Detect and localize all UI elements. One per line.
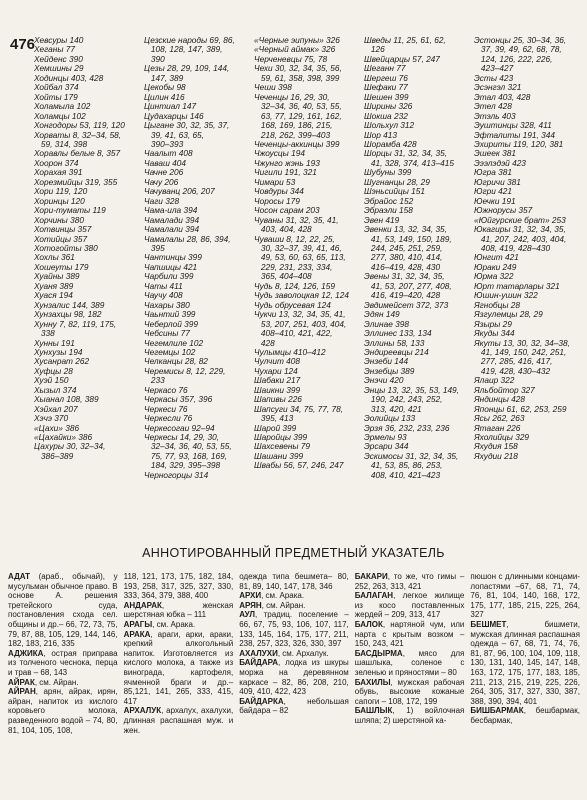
entry-text: , небольшая байдара – 82: [239, 696, 349, 716]
subject-column-3: [239, 572, 349, 798]
entry-headword: БАЙДАРКА: [239, 696, 284, 706]
entry-headword: БАХИЛЫ: [354, 677, 391, 687]
subject-entry: [8, 687, 118, 735]
entry-text: , лодка из шкуры моржа на деревянном каркасе – 82, 86, 208, 210, 409, 410, 422, 423: [239, 658, 349, 697]
subject-entry: [355, 649, 465, 678]
subject-entry: [355, 706, 465, 725]
entry-headword: АРАГЫ: [123, 619, 153, 629]
subject-index: [8, 572, 580, 798]
entry-headword: БЕШМЕТ: [470, 619, 507, 629]
entry-text: , архалух, ахалухи, длинная распашная муж. и жен.: [123, 706, 234, 735]
subject-entry: [124, 572, 234, 601]
entry-text: , 1) войлочная шляпа; 2) шерстяной ка-: [354, 706, 465, 725]
subject-column-1: [8, 572, 118, 798]
ethnonym-column-2: Цезские народы 69, 86, 108, 128, 147, 389, 390 Цезы 28, 29, 109, 144, 147, 389 Цекобы 98 Цилин 416 Цинтиал 147 Цудахарцы 146 Цыгане 30, 32, 35, 37, 39, 41, 63, 65, 390–393 Чаалыт 408 Чаваш 404 Чачне 206 Чачу 206 Чачуванц 206, 207 Чаги 328 Чама-ила 394 Чамалади 394 Чамалали 394 Чамалалы 28, 86, 394, 395 Чантинцы 399 Чапшицы 421 Чарбили 399 Чаты 411 Чаучу 408 Чахары 380 Чаьнтий 399 Чеберлой 399 Чебсины 77 Чегемлиле 102 Чегемцы 102 Челканцы 28, 82 Черемисы 8, 12, 229, 233 Черкасо 76 Черкасы 357, 396 Черкеси 76 Черкесли 76 Черкесогаи 92–94 Черкесы 14, 29, 30, 32–34, 36, 40, 53, 55, 75, 77, 93, 168, 169, 184, 329, 395–398 Черногорцы 314: [144, 35, 235, 480]
subject-entry: [470, 706, 580, 725]
entry-text: , см. Арака.: [152, 619, 196, 629]
subject-column-4: [355, 572, 465, 798]
entry-text: , бешбармак, бесбармак,: [470, 706, 580, 725]
subject-entry: [124, 706, 234, 735]
entry-text: пюшон с длинными концами-лопастями –67, 68, 71, 74, 76, 81, 104, 140, 168, 172, 175, 177, 185, 215, 225, 264, 327: [470, 572, 580, 620]
entry-text: , традиц. поселение – 66, 67, 75, 93, 106, 107, 117, 133, 145, 164, 175, 177, 211, 238, 257, 323, 326, 330, 397: [239, 610, 349, 649]
entry-headword: АЙРАН: [8, 687, 36, 697]
entry-headword: БАЙДАРА: [239, 658, 279, 668]
entry-headword: АРХИ: [239, 591, 262, 601]
entry-text: , см. Арака.: [261, 591, 305, 601]
entry-headword: БАШЛЫК: [354, 706, 393, 716]
subject-entry: [239, 572, 349, 591]
entry-text: , женская шерстяная юбка – 111: [123, 600, 234, 620]
entry-text: одежда типа бешмета– 80, 81, 89, 140, 147, 178, 346: [239, 572, 349, 591]
entry-headword: АНДАРАК: [123, 600, 162, 610]
entry-text: , мужская рабочая обувь, высокие кожаные сапоги – 108, 172, 199: [354, 677, 465, 706]
entry-text: , см. Архалук.: [277, 648, 329, 658]
subject-entry: [8, 649, 118, 678]
subject-column-2: [124, 572, 234, 798]
entry-headword: БИШБАРМАК: [470, 706, 524, 716]
subject-entry: [355, 678, 465, 707]
subject-entry: [470, 620, 580, 706]
subject-entry: [239, 601, 349, 611]
entry-text: 118, 121, 173, 175, 182, 184, 193, 258, 317, 325, 327, 330, 333, 364, 379, 388, 400: [123, 572, 234, 601]
ethnonym-column-1: Хевсуры 140 Хеганы 77 Хейденс 390 Хемшины 29 Ходинцы 403, 428 Хойбал 374 Хойты 179 Холамыла 102 Холамцы 102 Хонгодоры 53, 119, 120 Хорваты 8, 32–34, 58, 59, 314, 398 Хоравлы белые 8, 357 Хоорон 374 Хорахая 391 Хорезмийцы 319, 355 Хори 119, 120 Хоринцы 120 Хори-туматы 119 Хорчины 380 Хотвинцы 357 Хотийцы 357 Хотогойты 380 Хохлы 361 Хошеуты 179 Хуайны 389 Хуаня 389 Хуася 194 Хунзалис 144, 389 Хунзахцы 98, 182 Хунну 7, 82, 119, 175, 338 Хунны 191 Хунхузы 194 Хусанрат 262 Хуфцы 28 Хуэй 150 Хызыл 374 Хыанал 108, 389 Хэйхал 207 Хэчэ 370 «Цахи» 386 «Цахайки» 386 Цахуры 30, 32–34, 386–389: [34, 35, 125, 461]
subject-entry: [355, 591, 465, 620]
entry-text: , легкое жилище из косо поставленных жердей – 209, 313, 417: [354, 591, 465, 620]
ethnonym-column-3: «Черные эипуны» 326 «Черный аймак» 326 Черченевцы 75, 78 Чехи 30, 32, 34, 35, 56, 59, 61, 358, 398, 399 Чеши 398 Чеченцы 16, 29, 30, 32–34, 36, 40, 53, 55, 63, 77, 129, 161, 162, 168, 169, 186, 215, 218, 262, 399–403 Чеченцы-аккинцы 399 Чжоусцы 194 Чжунго жэнь 193 Чигили 191, 321 Чимари 53 Човдуры 344 Чоросы 179 Чосон сарам 203 Чуваны 31, 32, 35, 41, 403, 404, 428 Чуваши 8, 12, 22, 25, 30, 32–37, 39, 41, 46, 49, 53, 60, 63, 65, 113, 229, 231, 233, 334, 365, 404–408 Чудь 8, 124, 126, 159 Чудь заволоцкая 12, 124 Чудь обрусевая 124 Чукчи 13, 32, 34, 35, 41, 53, 207, 251, 403, 404, 408–410, 421, 422, 428 Чулымцы 410–412 Чулчит 408 Чухари 124 Шабаки 217 Шаикни 399 Шапивы 226 Шапсуги 34, 75, 77, 78, 395, 413 Шарой 399 Шаройцы 399 Шахсевены 79 Шашани 399 Швабы 56, 57, 246, 247: [254, 35, 349, 471]
entry-text: , см. Айран.: [261, 600, 306, 610]
subject-entry: [8, 572, 118, 649]
entry-headword: АДАТ: [8, 572, 31, 581]
subject-entry: [239, 591, 349, 601]
subject-entry: [239, 610, 349, 648]
entry-headword: БАЛОК: [354, 619, 383, 629]
entry-text: , бишмети, мужская длинная распашная одежда – 67, 68, 71, 74, 76, 81, 87, 96, 100, 104, 109, 118, 130, 131, 140, 145, 147, 148, 163, 172, 175, 177, 183, 185, 211, 213, 215, 219, 225, 226, 264, 305, 317, 327, 330, 387, 388, 390, 394, 401: [470, 619, 580, 706]
entry-text: , нартяной чум, или нарта с крытым возком – 150, 243, 421: [354, 619, 465, 649]
entry-headword: АРХАЛУК: [123, 706, 162, 716]
subject-entry: [239, 697, 349, 716]
subject-entry: [8, 678, 118, 688]
entry-headword: АХАЛУХИ: [239, 648, 278, 658]
subject-entry: [355, 620, 465, 649]
subject-column-5: [470, 572, 580, 798]
page-number: 476: [10, 36, 36, 53]
subject-entry: [239, 649, 349, 659]
entry-headword: АДЖИКА: [8, 648, 44, 658]
entry-text: , острая приправа из толченого чеснока, перца и трав – 68, 143: [8, 648, 118, 677]
subject-entry: [124, 630, 234, 707]
entry-headword: АУЛ: [239, 610, 255, 620]
entry-headword: АРАКА: [123, 629, 151, 639]
entry-headword: БАКАРИ: [354, 572, 388, 581]
entry-text: (араб., обычай), у мусульман обычное право. В основе А. решения третейского суда, постановления схода сел. общины и др.– 66, 72, 73, 75, 79, 87, 88, 105, 129, 144, 146, 182, 183, 216, 335: [8, 572, 118, 649]
entry-headword: БАСДЫРМА: [354, 648, 403, 658]
entry-text: , см. Айран.: [34, 677, 79, 687]
subject-entry: [355, 572, 465, 591]
entry-text: , арян, айрак, ирян, айран, напиток из кислого коровьего молока, разведенного водой – 74, 80, 81, 104, 105, 108,: [8, 687, 118, 735]
entry-headword: АЙРАК: [8, 677, 35, 687]
subject-entry: [470, 572, 580, 620]
entry-text: , мясо для шашлыка, соленое с зеленью и пряностями – 80: [354, 648, 465, 677]
subject-entry: [124, 601, 234, 620]
section-title: АННОТИРОВАННЫЙ ПРЕДМЕТНЫЙ УКАЗАТЕЛЬ: [142, 546, 445, 560]
entry-headword: БАЛАГАН: [354, 591, 394, 601]
subject-entry: [124, 620, 234, 630]
entry-headword: АРЯН: [239, 600, 262, 610]
ethnonym-index: [34, 36, 580, 506]
ethnonym-column-4: Шведы 11, 25, 61, 62, 126 Швейцарцы 57, 247 Шеганн 77 Шергеш 76 Шефаки 77 Шешен 399 Ширины 326 Шокша 232 Шольхул 312 Шор 413 Шорамба 428 Шорцы 31, 32, 34, 35, 41, 328, 374, 413–415 Шубуны 399 Шугнанцы 28, 29 Шэньсийцы 151 Эбрайос 152 Эбраэли 158 Эвен 419 Эвенки 13, 32, 34, 35, 41, 53, 149, 150, 189, 244, 245, 251, 259, 277, 380, 410, 414, 416–419, 428, 430 Эвены 31, 32, 34, 35, 41, 53, 207, 277, 408, 416, 419–420, 428 Эвдимейсет 372, 373 Эдян 149 Элинае 398 Эллинес 133, 134 Эллины 58, 133 Эндиреевцы 214 Энзеби 144 Энзебцы 389 Энэчи 420 Энцы 13, 32, 35, 53, 149, 190, 242, 243, 252, 313, 420, 421 Эолийцы 133 Эрзя 36, 232, 233, 236 Эрмелы 93 Эрсари 344 Эскимосы 31, 32, 34, 35, 41, 53, 85, 86, 253, 408, 410, 421–423: [364, 35, 459, 480]
ethnonym-column-5: Эстонцы 25, 30–34, 36, 37, 39, 49, 62, 68, 78, 124, 126, 222, 226, 423–427 Эсты 423 Эсэнгэл 321 Этал 403, 428 Этел 428 Этэль 403 Эуштинцы 328, 411 Эфталиты 191, 344 Эхириты 119, 120, 381 Эшеек 381 Эээлэдэй 423 Югра 381 Югричи 381 Югри 421 Юечки 191 Южнорусы 357 «Юйгурские брат» 253 Юкагиры 31, 32, 34, 35, 41, 207, 242, 403, 404, 408, 419, 428–430 Юнгит 421 Юраки 249 Юрма 322 Юрт татарлары 321 Юшин-ушин 322 Ягнобцы 28 Язгулемцы 28, 29 Языры 29 Якуды 344 Якуты 13, 30, 32, 34–38, 41, 149, 150, 242, 251, 277, 285, 416, 417, 419, 428, 430–432 Ялаир 322 Яльбойтор 327 Яндинцы 428 Японцы 61, 62, 253, 259 Ясы 262, 263 Ятаган 226 Яхолийцы 329 Яхудия 158 Яхудии 218: [474, 35, 570, 461]
subject-entry: [239, 658, 349, 696]
entry-text: , то же, что гимы – 252, 263, 313, 421: [354, 572, 465, 591]
entry-text: , араги, арки, араки, крепкий алкогольный напиток. Изготовляется из кислого молока, а также из винограда, картофеля, ячменной браги и др.– 85,121, 141, 265, 333, 415, 417: [123, 629, 234, 706]
